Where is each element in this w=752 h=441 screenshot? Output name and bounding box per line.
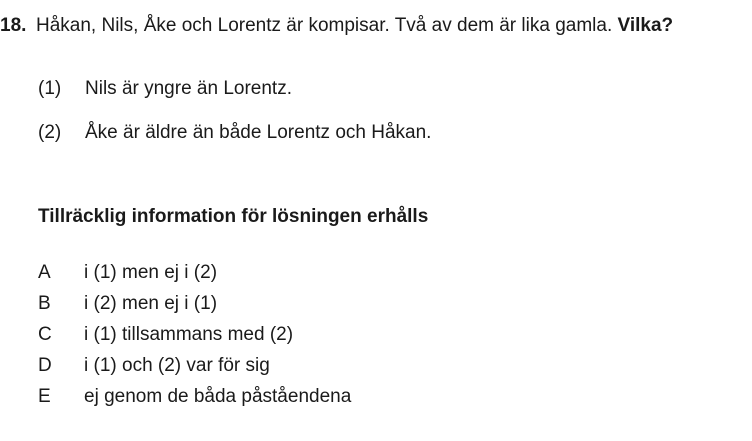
option-letter: B [38,293,51,314]
option-text: ej genom de båda påståendena [84,386,352,407]
option-c[interactable] [38,319,351,350]
question-text: Håkan, Nils, Åke och Lorentz är kompisar. Två av dem är lika gamla. [36,15,613,36]
question-ask: Vilka? [617,15,674,36]
statement-text: Åke är äldre än både Lorentz och Håkan. [85,122,432,143]
option-a[interactable] [38,257,351,288]
answer-heading: Tillräcklig information för lösningen erhålls [38,206,429,227]
option-letter: A [38,262,51,283]
option-letter: E [38,386,51,407]
option-letter: D [38,355,52,376]
option-text: i (1) men ej i (2) [84,262,218,283]
statement-1 [38,76,292,102]
option-text: i (1) tillsammans med (2) [84,324,294,345]
question-number: 18. [0,15,27,36]
option-d[interactable] [38,350,351,381]
statement-number: (2) [38,122,62,143]
answer-options [38,257,351,412]
statement-2 [38,120,431,146]
statement-text: Nils är yngre än Lorentz. [85,78,292,99]
option-e[interactable] [38,381,351,412]
option-letter: C [38,324,52,345]
statement-number: (1) [38,78,62,99]
option-text: i (1) och (2) var för sig [84,355,270,376]
question-line [0,13,673,39]
option-text: i (2) men ej i (1) [84,293,218,314]
option-b[interactable] [38,288,351,319]
